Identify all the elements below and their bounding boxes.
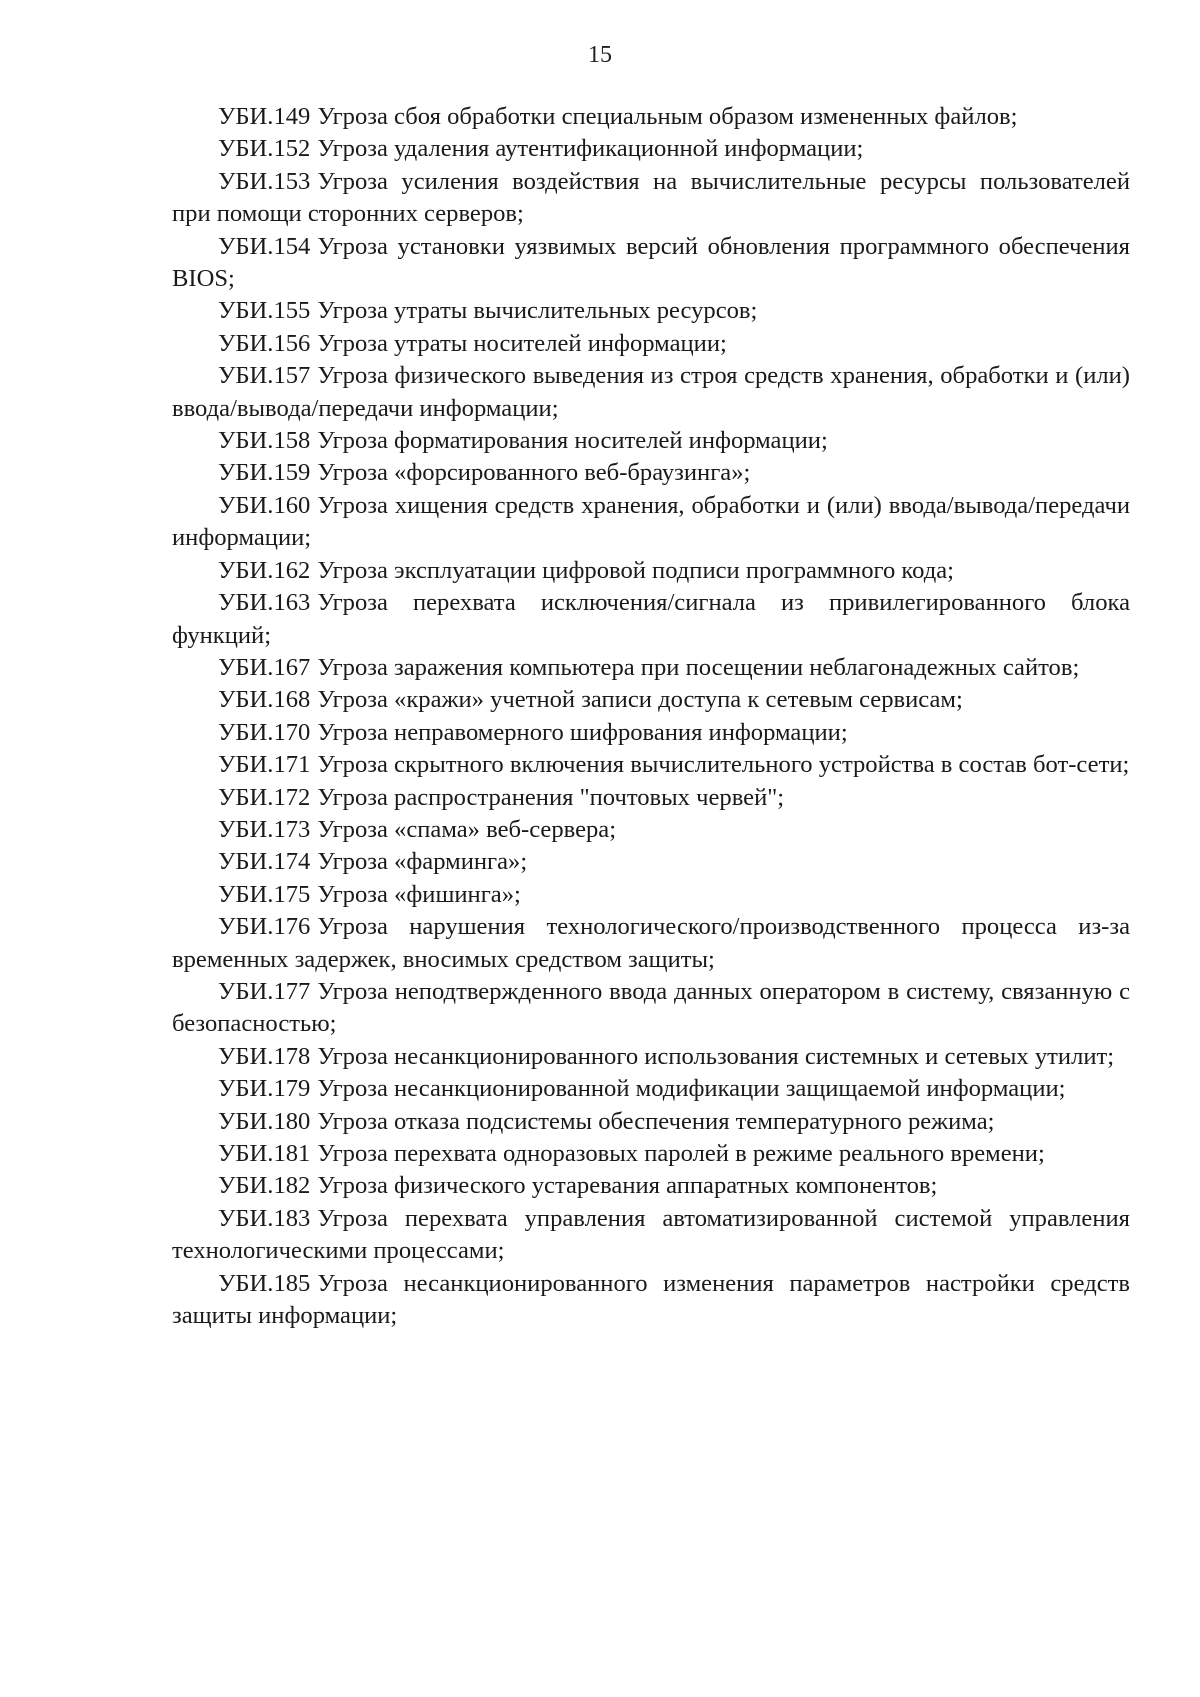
threat-entry: [172, 1203, 1130, 1268]
threat-code: УБИ.183: [218, 1204, 311, 1232]
threat-text: Угроза перехвата управления автоматизированной системой управления технологическими процессами;: [172, 1204, 1130, 1265]
threat-entry: [172, 166, 1130, 231]
threat-code: УБИ.154: [218, 232, 311, 260]
threat-text: Угроза утраты вычислительных ресурсов;: [317, 297, 758, 325]
threat-entry: [172, 911, 1130, 976]
threat-code: УБИ.176: [218, 913, 311, 941]
threat-code: УБИ.156: [218, 329, 311, 357]
threat-text: Угроза неподтвержденного ввода данных оператором в систему, связанную с безопасностью;: [172, 977, 1130, 1038]
threat-code: УБИ.172: [218, 783, 311, 811]
threat-entry: [172, 652, 1130, 684]
threat-code: УБИ.158: [218, 427, 311, 455]
threat-code: УБИ.182: [218, 1172, 311, 1200]
threat-entry: [172, 360, 1130, 425]
threat-text: Угроза «спама» веб-сервера;: [317, 815, 617, 843]
page-number: 15: [588, 42, 612, 68]
threat-text: Угроза форматирования носителей информации;: [317, 427, 828, 455]
threat-text: Угроза эксплуатации цифровой подписи программного кода;: [317, 556, 954, 584]
threat-code: УБИ.185: [218, 1269, 311, 1297]
threat-code: УБИ.168: [218, 686, 311, 714]
threat-text: Угроза усиления воздействия на вычислительные ресурсы пользователей при помощи сторонних серверов;: [172, 167, 1130, 228]
threat-text: Угроза заражения компьютера при посещении неблагонадежных сайтов;: [317, 653, 1080, 681]
threat-entry: [172, 782, 1130, 814]
threat-text: Угроза несанкционированного изменения параметров настройки средств защиты информации;: [172, 1269, 1130, 1330]
threat-code: УБИ.167: [218, 653, 311, 681]
threat-entry: [172, 490, 1130, 555]
threat-entry: [172, 1106, 1130, 1138]
threat-text: Угроза перехвата одноразовых паролей в режиме реального времени;: [317, 1140, 1045, 1167]
threat-entry: [172, 555, 1130, 587]
threat-entry: [172, 1041, 1130, 1073]
threat-entry: [172, 846, 1130, 878]
threat-text: Угроза перехвата исключения/сигнала из привилегированного блока функций;: [172, 589, 1130, 649]
threat-entry: [172, 814, 1130, 846]
threat-entry: [172, 879, 1130, 911]
threat-text: Угроза отказа подсистемы обеспечения температурного режима;: [317, 1107, 995, 1135]
threat-code: УБИ.175: [218, 880, 311, 908]
threat-code: УБИ.173: [218, 815, 311, 843]
threat-code: УБИ.179: [218, 1075, 311, 1103]
threat-entry: [172, 976, 1130, 1041]
threat-code: УБИ.162: [218, 556, 311, 584]
threat-entry: [172, 457, 1130, 489]
threat-text: Угроза «фарминга»;: [317, 848, 528, 876]
threat-text: Угроза распространения "почтовых червей";: [317, 783, 785, 811]
threat-code: УБИ.163: [218, 589, 311, 617]
threat-entry: [172, 133, 1130, 165]
threat-text: Угроза удаления аутентификационной информации;: [317, 135, 864, 163]
threat-text: Угроза «фишинга»;: [317, 880, 521, 908]
threat-code: УБИ.171: [218, 751, 311, 779]
threat-text: Угроза «кражи» учетной записи доступа к сетевым сервисам;: [317, 686, 963, 714]
threat-entry: [172, 1073, 1130, 1105]
threat-code: УБИ.155: [218, 297, 311, 325]
threat-entry: [172, 717, 1130, 749]
threat-text: Угроза несанкционированного использования системных и сетевых утилит;: [317, 1042, 1115, 1070]
threat-text: Угроза нарушения технологического/производственного процесса из-за временных задержек, вносимых средством защиты;: [172, 913, 1130, 973]
threat-entry: [172, 1138, 1130, 1170]
threat-code: УБИ.159: [218, 459, 311, 487]
threat-code: УБИ.153: [218, 167, 311, 195]
threat-entry: [172, 1268, 1130, 1333]
threat-entry: [172, 231, 1130, 296]
threat-text: Угроза хищения средств хранения, обработки и (или) ввода/вывода/передачи информации;: [172, 491, 1130, 552]
threat-code: УБИ.160: [218, 491, 311, 519]
threat-entry: [172, 425, 1130, 457]
threat-code: УБИ.149: [218, 103, 311, 130]
threat-code: УБИ.181: [218, 1140, 311, 1167]
threat-code: УБИ.157: [218, 362, 311, 390]
threat-entry: [172, 684, 1130, 716]
threat-text: Угроза «форсированного веб-браузинга»;: [317, 459, 751, 487]
threat-list: [172, 101, 1130, 1332]
threat-entry: [172, 1170, 1130, 1202]
threat-entry: [172, 328, 1130, 360]
threat-entry: [172, 101, 1130, 133]
threat-text: Угроза утраты носителей информации;: [317, 329, 727, 357]
threat-text: Угроза установки уязвимых версий обновления программного обеспечения BIOS;: [172, 232, 1130, 293]
threat-entry: [172, 749, 1130, 781]
threat-text: Угроза неправомерного шифрования информации;: [317, 718, 848, 746]
threat-text: Угроза физического выведения из строя средств хранения, обработки и (или) ввода/вывода/передачи информации;: [172, 362, 1130, 422]
threat-code: УБИ.170: [218, 718, 311, 746]
threat-entry: [172, 295, 1130, 327]
threat-text: Угроза физического устаревания аппаратных компонентов;: [317, 1172, 938, 1200]
threat-code: УБИ.178: [218, 1042, 311, 1070]
threat-code: УБИ.177: [218, 977, 311, 1005]
threat-text: Угроза скрытного включения вычислительного устройства в состав бот-сети;: [317, 751, 1130, 779]
threat-code: УБИ.174: [218, 848, 311, 876]
threat-text: Угроза сбоя обработки специальным образом измененных файлов;: [317, 103, 1018, 130]
threat-text: Угроза несанкционированной модификации защищаемой информации;: [317, 1075, 1066, 1103]
threat-code: УБИ.180: [218, 1107, 311, 1135]
threat-entry: [172, 587, 1130, 652]
threat-code: УБИ.152: [218, 135, 311, 163]
